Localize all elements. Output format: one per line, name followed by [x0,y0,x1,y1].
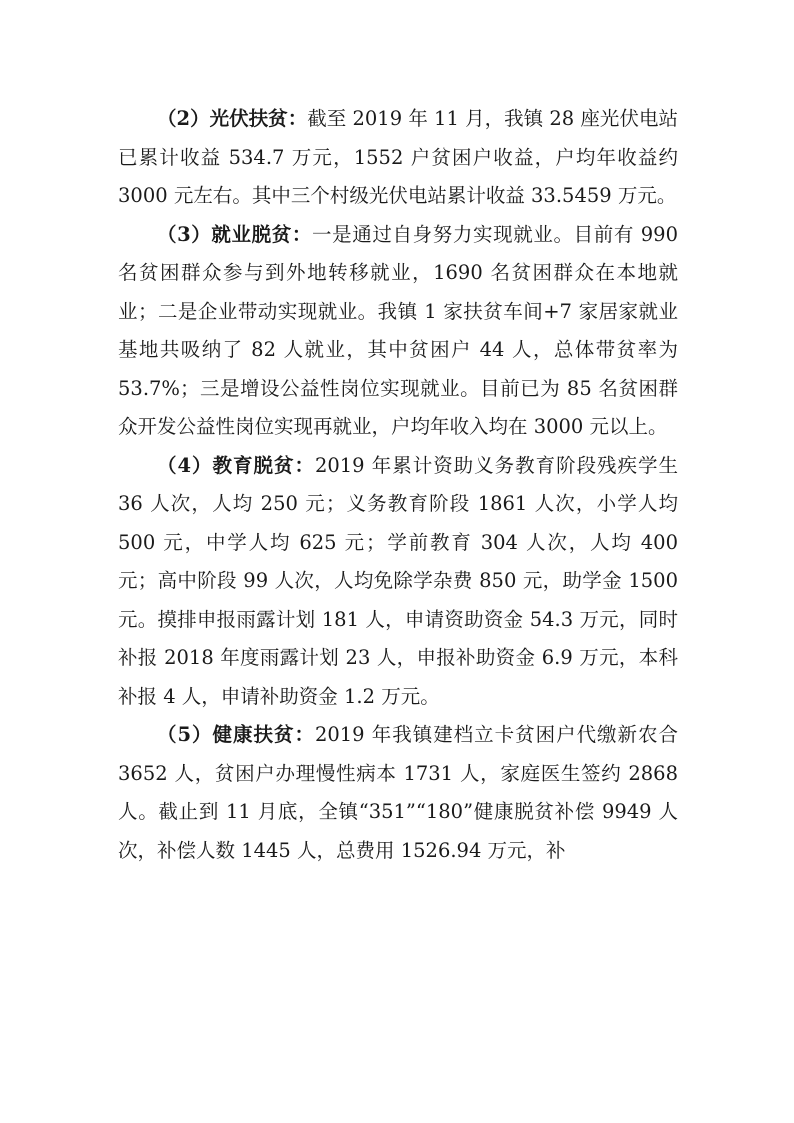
paragraph-heading: （2）光伏扶贫： [157,107,308,130]
paragraph-education-poverty-alleviation [118,447,678,717]
paragraph-heading: （5）健康扶贫： [157,723,315,746]
paragraph-body: 2019 年我镇建档立卡贫困户代缴新农合 3652 人，贫困户办理慢性病本 1731 人，家庭医生签约 2868 人。截止到 11 月底，全镇“351”“180”健康脱贫补偿 9949 人次，补偿人数 1445 人，总费用 1526.94 万元，补 [118,723,678,862]
paragraph-heading: （3）就业脱贫： [157,222,313,246]
paragraph-body: 一是通过自身努力实现就业。目前有 990 名贫困群众参与到外地转移就业，1690 名贫困群众在本地就业；二是企业带动实现就业。我镇 1 家扶贫车间+7 家居家就业基地共吸纳了 82 人就业，其中贫困户 44 人，总体带贫率为 53.7%；三是增设公益性岗位实现就业。目前已为 85 名贫困群众开发公益性岗位实现再就业，户均年收入均在 3000 元以上。 [118,222,678,438]
paragraph-employment-poverty-alleviation [118,216,678,447]
paragraph-photovoltaic-poverty-alleviation [118,100,678,216]
paragraph-body: 截至 2019 年 11 月，我镇 28 座光伏电站已累计收益 534.7 万元，1552 户贫困户收益，户均年收益约 3000 元左右。其中三个村级光伏电站累计收益 33.5459 万元。 [118,107,678,207]
document-page [118,100,678,870]
paragraph-health-poverty-alleviation [118,716,678,870]
paragraph-heading: （4）教育脱贫： [157,453,315,477]
paragraph-body: 2019 年累计资助义务教育阶段残疾学生 36 人次，人均 250 元；义务教育阶段 1861 人次，小学人均 500 元，中学人均 625 元；学前教育 304 人次，人均 400 元；高中阶段 99 人次，人均免除学杂费 850 元，助学金 1500 元。摸排申报雨露计划 181 人，申请资助资金 54.3 万元，同时补报 2018 年度雨露计划 23 人，申报补助资金 6.9 万元，本科补报 4 人，申请补助资金 1.2 万元。 [118,453,678,708]
